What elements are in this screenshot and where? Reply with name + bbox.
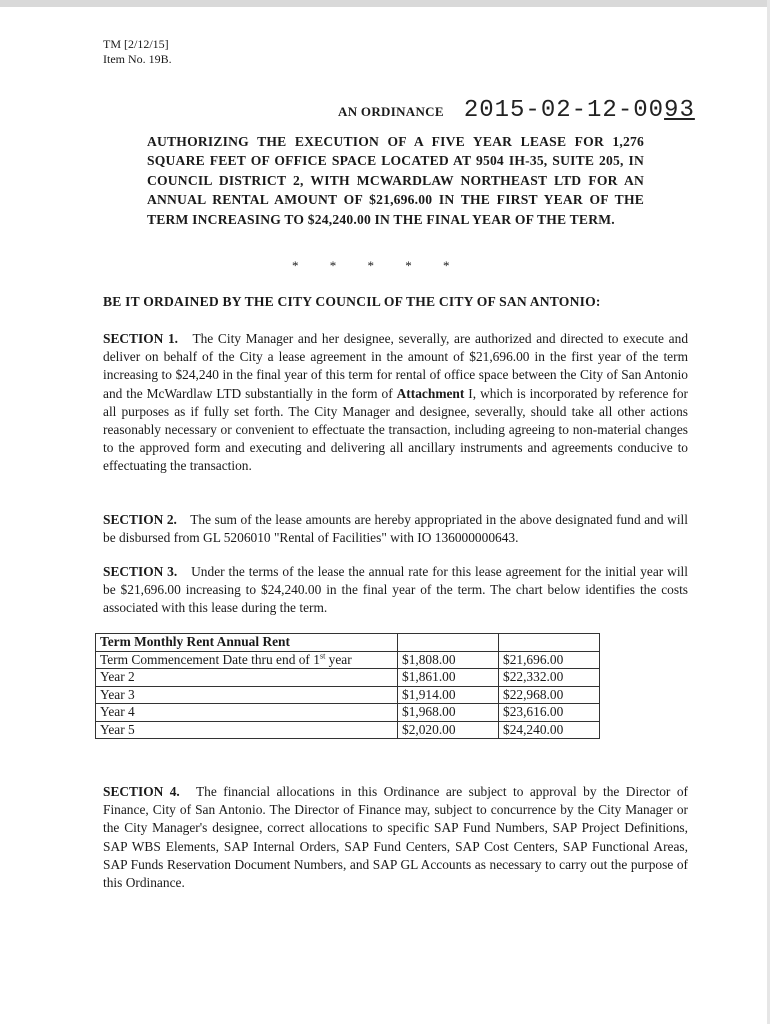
section-4-text: The financial allocations in this Ordinance are subject to approval by the Director of Finance, City of San Antonio. The Director of Finance may, subject to concurrence by the City Manager or the City Manager's designee, correct allocations to specific SAP Fund Numbers, SAP Project Definitions, SAP WBS Elements, SAP Internal Orders, SAP Fund Centers, SAP Cost Centers, SAP Functional Areas, SAP Funds Reservation Document Numbers, and SAP GL Accounts as necessary to carry out the purpose of this Ordinance. bbox=[103, 784, 688, 891]
annual-rent-cell: $23,616.00 bbox=[499, 704, 600, 722]
section-1-text-a: The City Manager and her designee, severally, are authorized and directed to execute and deliver on behalf of the City a lease agreement in the amount of $21,696.00 in the first year of the term increasing to $24,240 in the final year of this term for rental of office space between the City of San Antonio and the McWardlaw LTD substantially in the form of bbox=[103, 331, 689, 401]
table-row bbox=[96, 721, 600, 739]
section-1 bbox=[103, 330, 688, 476]
separator-stars: * * * * * bbox=[292, 258, 450, 273]
rent-table bbox=[95, 633, 600, 739]
term-cell bbox=[96, 651, 398, 669]
attachment-ref: Attachment bbox=[396, 385, 465, 401]
table-header-row bbox=[96, 634, 600, 652]
monthly-rent-cell: $1,808.00 bbox=[398, 651, 499, 669]
annual-rent-cell: $22,332.00 bbox=[499, 669, 600, 687]
table-header-empty bbox=[398, 634, 499, 652]
ordinance-number-tail: 93 bbox=[664, 97, 695, 124]
section-3 bbox=[103, 563, 688, 618]
ordinance-line bbox=[338, 97, 695, 124]
ordinance-label: AN ORDINANCE bbox=[338, 104, 444, 119]
table-header-cell: Term Monthly Rent Annual Rent bbox=[96, 634, 398, 652]
page-top-edge bbox=[0, 0, 770, 7]
term-cell: Year 5 bbox=[96, 721, 398, 739]
monthly-rent-cell: $1,914.00 bbox=[398, 686, 499, 704]
table-row bbox=[96, 704, 600, 722]
table-row bbox=[96, 651, 600, 669]
section-4-heading: SECTION 4. bbox=[103, 784, 180, 799]
term-cell: Year 2 bbox=[96, 669, 398, 687]
term-cell: Year 3 bbox=[96, 686, 398, 704]
section-2 bbox=[103, 511, 688, 547]
annual-rent-cell: $21,696.00 bbox=[499, 651, 600, 669]
ordinance-number bbox=[464, 97, 695, 124]
be-it-ordained: BE IT ORDAINED BY THE CITY COUNCIL OF THE CITY OF SAN ANTONIO: bbox=[103, 294, 601, 309]
monthly-rent-cell: $1,968.00 bbox=[398, 704, 499, 722]
tm-date: TM [2/12/15] bbox=[103, 37, 169, 51]
annual-rent-cell: $24,240.00 bbox=[499, 721, 600, 739]
term-text: Term Commencement Date thru end of 1 bbox=[100, 651, 320, 667]
table-header-empty bbox=[499, 634, 600, 652]
section-4 bbox=[103, 783, 688, 892]
section-2-heading: SECTION 2. bbox=[103, 512, 177, 527]
table-row bbox=[96, 686, 600, 704]
ordinance-caption: AUTHORIZING THE EXECUTION OF A FIVE YEAR LEASE FOR 1,276 SQUARE FEET OF OFFICE SPACE LOCATED AT 9504 IH-35, SUITE 205, IN COUNCIL DISTRICT 2, WITH MCWARDLAW NORTHEAST LTD FOR AN ANNUAL RENTAL AMOUNT OF $21,696.00 IN THE FIRST YEAR OF THE TERM INCREASING TO $24,240.00 IN THE FINAL YEAR OF THE TERM. bbox=[147, 134, 644, 227]
term-cell: Year 4 bbox=[96, 704, 398, 722]
item-number: Item No. 19B. bbox=[103, 52, 172, 66]
term-text-end: year bbox=[325, 651, 352, 667]
table-row bbox=[96, 669, 600, 687]
term-sup: st bbox=[319, 651, 326, 661]
section-2-text: The sum of the lease amounts are hereby appropriated in the above designated fund and will be disbursed from GL 5206010 "Rental of Facilities" with IO 136000000643. bbox=[103, 512, 688, 546]
section-1-text-b: I, which is incorporated by reference for all purposes as if fully set forth. The City Manager and designee, severally, should take all other actions reasonably necessary or convenient to effectuate the transaction, including agreeing to non-material changes to the approved form and executing and delivering all ancillary instruments and agreements conducive to effectuating the transaction. bbox=[103, 385, 688, 474]
section-3-heading: SECTION 3. bbox=[103, 564, 178, 579]
ordinance-number-main: 2015-02-12-00 bbox=[463, 97, 665, 124]
section-3-text: Under the terms of the lease the annual rate for this lease agreement for the initial year will be $21,696.00 increasing to $24,240.00 in the final year of the term. The chart below identifies the costs associated with this lease during the term. bbox=[103, 564, 688, 616]
document-header bbox=[103, 37, 172, 67]
annual-rent-cell: $22,968.00 bbox=[499, 686, 600, 704]
section-1-heading: SECTION 1. bbox=[103, 331, 178, 346]
monthly-rent-cell: $2,020.00 bbox=[398, 721, 499, 739]
monthly-rent-cell: $1,861.00 bbox=[398, 669, 499, 687]
